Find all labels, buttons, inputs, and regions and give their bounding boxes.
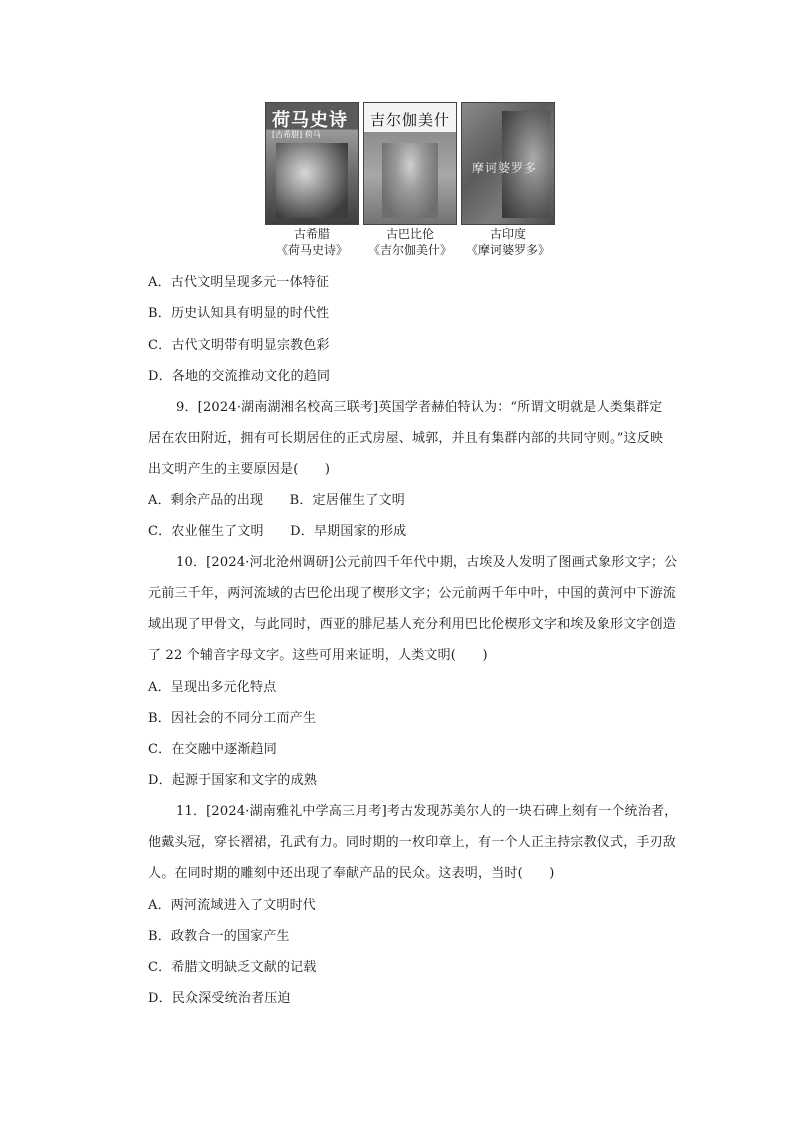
q11-stem-line: 他戴头冠，穿长褶裙，孔武有力。同时期的一枚印章上，有一个人正主持宗教仪式，手刃敌 <box>148 835 677 850</box>
q10-option-b: B．因社会的不同分工而产生 <box>148 711 317 726</box>
cover-illustration <box>382 143 438 218</box>
caption-region: 古希腊 <box>293 227 330 241</box>
q10-option-c: C．在交融中逐渐趋同 <box>148 742 277 757</box>
q9-stem-line: 居在农田附近，拥有可长期居住的正式房屋、城郭，并且有集群内部的共同守则。”这反映 <box>148 431 664 446</box>
cover-title: 吉尔伽美什 <box>370 111 451 129</box>
book-cover-homer <box>265 102 359 225</box>
book-cover-gilgamesh <box>363 102 457 225</box>
cover-title: 荷马史诗 <box>272 110 348 131</box>
q9-stem-line: 9．[2024·湖南湖湘名校高三联考]英国学者赫伯特认为：“所谓文明就是人类集群定 <box>176 400 663 415</box>
caption-gilgamesh <box>363 226 457 258</box>
cover-subtitle: [古希腊] 荷马 <box>272 130 321 139</box>
q9-options-ab: A．剩余产品的出现 B．定居催生了文明 <box>148 493 405 508</box>
q10-option-d: D．起源于国家和文字的成熟 <box>148 773 318 788</box>
q10-stem-line: 了 22 个辅音字母文字。这些可用来证明，人类文明( ) <box>148 648 488 663</box>
book-covers <box>265 102 555 225</box>
q11-stem-line: 11．[2024·湖南雅礼中学高三月考]考古发现苏美尔人的一块石碑上刻有一个统治者， <box>176 804 678 819</box>
q11-option-d: D．民众深受统治者压迫 <box>148 991 291 1006</box>
caption-homer <box>265 226 359 258</box>
q8-option-a: A．古代文明呈现多元一体特征 <box>148 275 330 290</box>
q10-stem-line: 10．[2024·河北沧州调研]公元前四千年代中期，古埃及人发明了图画式象形文字；公 <box>176 555 678 570</box>
q9-stem-line: 出文明产生的主要原因是( ) <box>148 462 331 477</box>
caption-region: 古印度 <box>489 227 526 241</box>
caption-name: 《吉尔伽美什》 <box>367 243 452 257</box>
q9-options-cd: C．农业催生了文明 D．早期国家的形成 <box>148 524 407 539</box>
book-cover-mahabharata <box>461 102 555 225</box>
q11-option-c: C．希腊文明缺乏文献的记载 <box>148 960 317 975</box>
q10-stem-line: 元前三千年，两河流域的古巴伦出现了楔形文字；公元前两千年中叶，中国的黄河中下游流 <box>148 586 677 601</box>
caption-mahabharata <box>461 226 555 258</box>
book-captions <box>265 226 555 258</box>
q8-option-b: B．历史认知具有明显的时代性 <box>148 306 330 321</box>
q10-stem-line: 域出现了甲骨文，与此同时，西亚的腓尼基人充分利用巴比伦楔形文字和埃及象形文字创造 <box>148 617 677 632</box>
caption-region: 古巴比伦 <box>385 227 434 241</box>
caption-name: 《摩诃婆罗多》 <box>465 243 550 257</box>
q8-option-d: D．各地的交流推动文化的趋同 <box>148 369 331 384</box>
q8-option-c: C．古代文明带有明显宗教色彩 <box>148 338 330 353</box>
q11-stem-line: 人。在同时期的雕刻中还出现了奉献产品的民众。这表明，当时( ) <box>148 866 555 881</box>
caption-name: 《荷马史诗》 <box>275 243 348 257</box>
q10-option-a: A．呈现出多元化特点 <box>148 680 277 695</box>
cover-illustration <box>276 143 348 218</box>
cover-title: 摩诃婆罗多 <box>472 161 538 175</box>
q11-option-b: B．政教合一的国家产生 <box>148 929 290 944</box>
q11-option-a: A．两河流域进入了文明时代 <box>148 898 316 913</box>
